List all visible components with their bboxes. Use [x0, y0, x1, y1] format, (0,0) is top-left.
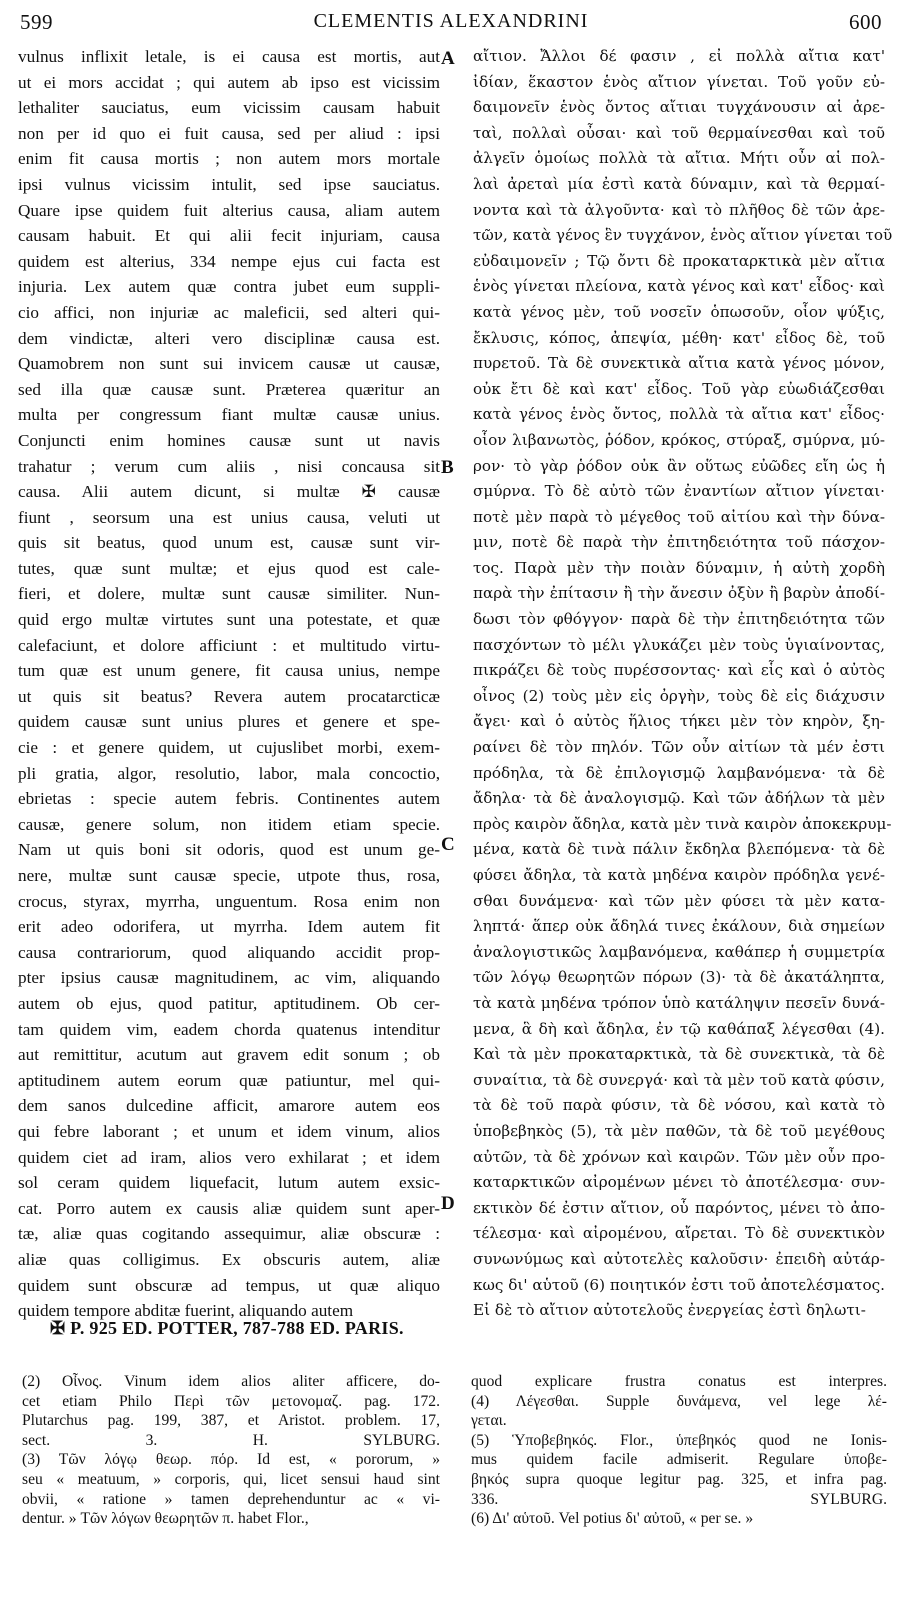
latin-text-line: sol ceram quidem liquefacit, lutum autem exsic-: [18, 1173, 440, 1193]
footnote-line: obvii, « ratione » tamen deprehenduntur ac « vi-: [22, 1490, 440, 1508]
latin-text-line: injuria. Lex autem quæ contra jubet eum suppli-: [18, 277, 440, 297]
latin-text-line: cio affici, non injuriæ ac maleficii, sed alteri qui-: [18, 302, 440, 322]
latin-text-line: Nam ut quis boni sit odoris, quod est unum ge-: [18, 840, 440, 860]
footnote-line: (6) Δι' αὑτοῦ. Vel potius δι' αὐτοῦ, « per se. »: [471, 1510, 754, 1528]
latin-text-line: causam habuit. Et qui alii fecit injuriam, causa: [18, 226, 440, 246]
latin-text-line: quidem ciet ad iram, alios vero exhilarat ; et idem: [18, 1147, 440, 1167]
latin-text-line: quid ergo multæ virtutes sunt una potestate, et quæ: [18, 610, 440, 630]
greek-text-line: αὐτῶν, τὰ δὲ χρόνων καὶ καιρῶν. Τῶν μὲν οὖν προ-: [473, 1147, 885, 1166]
latin-text-line: trahatur ; verum cum aliis , nisi concausa sit: [18, 456, 440, 476]
greek-text-line: ποτὲ μὲν παρὰ τὸ μέγεθος τοῦ αἰτίου καὶ τὴν δύνα-: [473, 507, 885, 526]
greek-text-line: συνωνύμως καὶ αὐτοτελὲς καλοῦσιν· ἐπειδὴ αὐτάρ-: [473, 1249, 885, 1268]
latin-text-line: dem sanos dulcedine afficit, amarore autem eos: [18, 1096, 440, 1116]
page-number-left: 599: [20, 10, 53, 34]
greek-text-line: τέλεσμα· καὶ αἰρομένου, αἴρεται. Τὸ δὲ συνεκτικὸν: [473, 1224, 885, 1243]
margin-letter-c: C: [441, 834, 455, 855]
latin-text-line: causa. Alii autem dicunt, si multæ ✠ causæ: [18, 482, 440, 502]
greek-text-line: μένα, κατὰ δὲ τινὰ πάλιν ἔκδηλα βλεπόμενα· τὰ δὲ: [473, 840, 885, 859]
footnotes-right: [471, 1372, 887, 1529]
latin-text-line: causa contrariorum, quod aliquando accidit prop-: [18, 942, 440, 962]
latin-text-line: nere, multæ sunt causæ specie, utpote thus, rosa,: [18, 866, 440, 885]
greek-text-line: τῶν, κατὰ γένος ἓν τυγχάνον, ἑνὸς αἴτιον γίνεται τοῦ: [473, 226, 893, 245]
footnote-line: sect. 3. H. SYLBURG.: [22, 1431, 440, 1449]
latin-text-line: qui febre laborant ; et unum et idem vinum, alios: [18, 1121, 440, 1141]
greek-text-line: φύσει ἄδηλα, τὰ κατὰ μηδένα καιρὸν πρόδηλα γενέ-: [473, 866, 885, 884]
latin-text-line: erit adeo odorifera, ut myrrha. Idem autem fit: [18, 917, 440, 937]
latin-text-line: Quare ipse quidem fuit alterius causa, aliam autem: [18, 200, 440, 220]
greek-text-line: ἀλγεῖν ὁμοίως πολλὰ τὰ αἴτια. Μήτι οὖν αἱ πολ-: [473, 149, 885, 168]
footnote-line: (3) Τῶν λόγῳ θεωρ. πόρ. Id est, « pororum, »: [22, 1451, 440, 1469]
footnote-line: γεται.: [471, 1412, 507, 1430]
latin-text-line: cie : et genere quidem, ut cujuslibet morbi, exem-: [18, 738, 440, 758]
latin-text-line: multa per congressum fiant multæ causæ unius.: [18, 405, 440, 425]
greek-text-line: ἑνὸς γίνεται πλείονα, κατὰ γένος καὶ κατ' εἶδος· καὶ: [473, 277, 885, 296]
greek-text-line: Εἰ δὲ τὸ αἴτιον αὐτοτελοῦς ἐνεργείας ἐστὶ δηλωτι-: [473, 1301, 866, 1320]
latin-text-line: pter ipsius causæ magnitudinem, ac vim, aliquando: [18, 968, 440, 988]
running-title: CLEMENTIS ALEXANDRINI: [313, 10, 589, 32]
greek-text-line: ληπτά· ἅπερ οὐκ ἄδηλά τινες ἐκάλουν, διὰ σημείων: [473, 917, 885, 936]
latin-text-line: dem vindictæ, alteri vero disciplinæ causa est.: [18, 328, 440, 348]
latin-text-line: quidem est alterius, 334 nempe ejus cui facta est: [18, 251, 440, 271]
latin-text-line: pli gratia, algor, resolutio, labor, mala concoctio,: [18, 763, 440, 783]
greek-text-line: ὑποβεβηκὸς (5), τὰ μὲν παθῶν, τὰ δὲ τοῦ μεγέθους: [473, 1121, 885, 1140]
greek-text-line: συναίτια, τὰ δὲ συνεργά· καὶ τὰ μὲν τοῦ κατὰ φύσιν,: [473, 1070, 885, 1089]
greek-text-line: δαιμονεῖν ἑνὸς ὄντος αἴτιαι τυγχάνουσιν αἱ ἀρε-: [473, 98, 885, 117]
greek-text-line: ἰδίαν, ἕκαστον ἑνὸς αἴτιον γίνεται. Τοῦ γοῦν εὐ-: [473, 72, 885, 91]
latin-text-line: fieri, et dolere, multæ sunt causæ similiter. Nun-: [18, 584, 440, 604]
footnote-line: quod explicare frustra conatus est interpres.: [471, 1373, 887, 1390]
latin-text-line: ut ei mors accidat ; qui autem ab ipso est vicissim: [18, 72, 440, 92]
margin-letter-a: A: [441, 48, 455, 69]
greek-text-line: καταρκτικῶν αἰρομένων μένει τὸ ἀποτέλεσμα· συν-: [473, 1173, 885, 1192]
greek-text-line: πρὸς καιρὸν ἄδηλα, κατὰ μὲν τινὰ καιρὸν ἀποκεκρυμ-: [473, 814, 892, 833]
greek-text-line: νοντα καὶ τὰ ἀλγοῦντα· καὶ τὸ πλῆθος δὲ τῶν ἀρε-: [473, 200, 885, 219]
latin-text-line: quidem sunt obscuræ ad tempus, ut quæ aliquo: [18, 1275, 440, 1295]
latin-text-line: cat. Porro autem ex causis aliæ quidem sunt aper-: [18, 1198, 440, 1218]
latin-column: [18, 44, 440, 1324]
greek-text-line: κατὰ γένος ἑνὸς ὄντος, πολλὰ τὰ αἴτια κατ' εἶδος·: [473, 405, 885, 424]
greek-text-line: εκτικὸν δέ ἐστιν αἴτιον, οὗ παρόντος, μένει τὸ ἀπο-: [473, 1198, 885, 1217]
footnote-line: 336. SYLBURG.: [471, 1490, 887, 1508]
latin-text-line: vulnus inflixit letale, is ei causa est mortis, aut: [18, 47, 440, 66]
greek-text-line: σμύρνα. Τὸ δὲ αὐτὸ τῶν ἐναντίων αἴτιον γίνεται·: [473, 482, 885, 501]
greek-text-line: λαὶ ἀρεταὶ μία ἐστὶ κατὰ δύναμιν, καὶ τὰ θερμαί-: [473, 174, 885, 193]
latin-text-line: aut remittitur, acutum aut gravem edit sonum ; ob: [18, 1045, 440, 1065]
footnote-line: seu « meatuum, » corporis, qui, licet sensui haud sint: [22, 1470, 440, 1488]
footnote-line: cet etiam Philo Περὶ τῶν μετονομαζ. pag. 172.: [22, 1392, 440, 1410]
latin-text-line: enim fit causa mortis ; non autem mors mortale: [18, 149, 440, 169]
latin-text-line: Quamobrem non sunt sui invicem causæ ut causæ,: [18, 354, 440, 374]
latin-text-line: Conjuncti enim homines causæ sunt ut navis: [18, 430, 440, 450]
greek-text-line: σθαι δυνάμενα· καὶ τῶν μὲν φύσει τὰ μὲν κατα-: [473, 891, 885, 910]
latin-text-line: autem ob ejus, quod patitur, aptitudinem. Ob cer-: [18, 993, 440, 1013]
greek-column: [473, 44, 893, 1324]
latin-text-line: ut quis sit beatus? Revera autem procatarcticæ: [18, 686, 440, 706]
edition-reference: ✠ P. 925 ED. POTTER, 787-788 ED. PARIS.: [50, 1318, 404, 1338]
greek-text-line: ἔκλυσις, κόπος, ἀπεψία, μέθη· κατ' εἶδος δὲ, τοῦ: [473, 328, 885, 347]
greek-text-line: τὰ δὲ τοῦ παρὰ φύσιν, τὰ δὲ νόσου, καὶ κατὰ τὸ: [473, 1096, 885, 1115]
page-number-right: 600: [849, 10, 882, 34]
latin-text-line: lethaliter sauciatus, eum vicissim causam habuit: [18, 98, 440, 118]
latin-text-line: calefaciunt, et dolore afficiunt : et multitudo virtu-: [18, 635, 440, 655]
greek-text-line: τῶν λόγῳ θεωρητῶν πόρων (3)· τὰ δὲ ἀκατάληπτα,: [473, 968, 885, 987]
greek-text-line: πυρετοῦ. Τὰ δὲ συνεκτικὰ αἴτια κατὰ γένος μόνον,: [473, 354, 885, 373]
greek-text-line: κατὰ γένος μὲν, τοῦ νοσεῖν ὁπωσοῦν, οἷον ψύξις,: [473, 302, 885, 321]
latin-text-line: quidem causæ sunt unius plures et genere et spe-: [18, 712, 440, 732]
latin-text-line: aptitudinem autem eorum quæ patiuntur, mel qui-: [18, 1070, 440, 1090]
greek-text-line: οἷον λιβανωτὸς, ῥόδον, κρόκος, στύραξ, σμύρνα, μύ-: [473, 430, 885, 449]
greek-text-line: πασχόντων τὸ μέλι γλυκάζει μὲν τοὺς ὑγιαίνοντας,: [473, 635, 885, 654]
latin-text-line: quidem tempore abditæ fuerint, aliquando autem: [18, 1301, 354, 1321]
greek-text-line: μιν, ποτὲ δὲ παρὰ τὴν ἐπιτηδειότητα τοῦ πάσχον-: [473, 533, 885, 552]
greek-text-line: αἴτιον. Ἄλλοι δέ φασιν , εἰ πολλὰ αἴτια κατ': [473, 47, 885, 65]
greek-text-line: ἄγει· καὶ ὁ αὐτὸς ἥλιος τήκει μὲν τὸν κηρὸν, ξη-: [473, 712, 885, 731]
latin-text-line: tum quæ est unum genere, fit causa unius, nempe: [18, 661, 440, 681]
greek-text-line: οὐκ ἔτι δὲ καὶ κατ' εἶδος. Τοῦ γὰρ εὐωδιάζεσθαι: [473, 379, 885, 398]
latin-text-line: quis sit beatus, quod unum est, causæ sunt vir-: [18, 533, 440, 553]
page-header: [20, 10, 882, 40]
latin-text-line: causæ, genere solum, non itidem etiam specie.: [18, 814, 440, 834]
greek-text-line: κως δι' αὑτοῦ (6) ποιητικόν ἐστι τοῦ ἀποτελέσματος.: [473, 1275, 885, 1294]
greek-text-line: παρὰ τὴν ἐπίτασιν ἢ τὴν ἄνεσιν ὀξὺν ἢ βαρὺν ἀποδί-: [473, 584, 885, 603]
footnote-line: (5) Ὑποβεβηκός. Flor., ὑπεβηκός quod ne Ionis-: [471, 1431, 887, 1449]
footnote-line: Plutarchus pag. 199, 387, et Aristot. problem. 17,: [22, 1412, 440, 1430]
latin-text-line: tæ, aliæ quas cogitando assequimur, aliæ obscuræ :: [18, 1224, 440, 1244]
latin-text-line: fiunt , seorsum una est unius causa, veluti ut: [18, 507, 440, 527]
latin-text-line: aliæ quas colligimus. Ex obscuris autem, aliæ: [18, 1249, 440, 1269]
greek-text-line: μενα, ἃ δὴ καὶ ἄδηλα, ἐν τῷ καθάπαξ λέγεσθαι (4).: [473, 1019, 885, 1038]
latin-text-line: non per id quo ei fuit causa, sed per aliud : ipsi: [18, 123, 440, 143]
footnotes-left: [22, 1372, 440, 1529]
margin-letter-b: B: [441, 457, 454, 478]
footnote-line: βηκός supra quoque legitur pag. 325, et infra pag.: [471, 1470, 887, 1488]
latin-text-line: sed illa quæ causæ sunt. Præterea quæritur an: [18, 379, 440, 399]
footnote-line: mus quidem facile admiserit. Regulare ὑποβε-: [471, 1451, 887, 1469]
greek-text-line: ραίνει δὲ τὸν πηλόν. Τῶν οὖν αἰτίων τὰ μέν ἐστι: [473, 738, 885, 757]
greek-text-line: Καὶ τὰ μὲν προκαταρκτικὰ, τὰ δὲ συνεκτικὰ, τὰ δὲ: [473, 1045, 885, 1064]
greek-text-line: ἀναλογιστικῶς λαμβανόμενα, καθάπερ ἡ συμμετρία: [473, 942, 885, 961]
greek-text-line: ἄδηλα· τὰ δὲ ἀναλογισμῷ. Καὶ τῶν ἀδήλων τὰ μὲν: [473, 789, 885, 808]
latin-text-line: tam quidem vim, eadem chorda quatenus intenditur: [18, 1019, 440, 1039]
latin-text-line: ipsi vulnus vicissim intulit, sed ipse sauciatus.: [18, 174, 440, 194]
greek-text-line: ταὶ, πολλαὶ οὖσαι· καὶ τοῦ θερμαίνεσθαι καὶ τοῦ: [473, 123, 885, 142]
greek-text-line: πικράζει δὲ τοὺς πυρέσσοντας· καὶ εἷς καὶ ὁ αὐτὸς: [473, 661, 885, 680]
greek-text-line: ρον· τὸ γὰρ ῥόδον οὐκ ἂν οὕτως εὐῶδες εἴη ὡς ἡ: [473, 456, 885, 475]
latin-text-line: tutes, quæ sunt multæ; et ejus quod est cale-: [18, 558, 440, 578]
greek-text-line: οἶνος (2) τοὺς μὲν εἰς ὀργὴν, τοὺς δὲ εἰς διάχυσιν: [473, 686, 885, 705]
greek-text-line: δωσι τὸν φθόγγον· παρὰ δὲ τὴν ἐπιτηδειότητα τῶν: [473, 610, 885, 629]
margin-letter-d: D: [441, 1193, 455, 1214]
footnote-line: (4) Λέγεσθαι. Supple δυνάμενα, vel lege λέ-: [471, 1392, 887, 1410]
latin-text-line: crocus, styrax, myrrha, unguentum. Rosa enim non: [18, 891, 440, 911]
greek-text-line: τὰ κατὰ μηδένα τρόπον ὑπὸ κατάληψιν πεσεῖν δυνά-: [473, 993, 885, 1012]
latin-text-line: ebrietas : specie autem febris. Continentes autem: [18, 789, 440, 809]
greek-text-line: εὐδαιμονεῖν ; Τῷ ὄντι δὲ προκαταρκτικὰ μὲν αἴτια: [473, 251, 885, 270]
footnote-line: (2) Οἶνος. Vinum idem alios aliter afficere, do-: [22, 1373, 440, 1390]
greek-text-line: τος. Παρὰ μὲν τὴν ποιὰν δύναμιν, ἡ αὐτὴ χορδὴ: [473, 558, 885, 577]
greek-text-line: πρόδηλα, τὰ δὲ ἐπιλογισμῷ λαμβανόμενα· τὰ δὲ: [473, 763, 885, 782]
footnote-line: dentur. » Τῶν λόγων θεωρητῶν π. habet Flor.,: [22, 1510, 309, 1528]
